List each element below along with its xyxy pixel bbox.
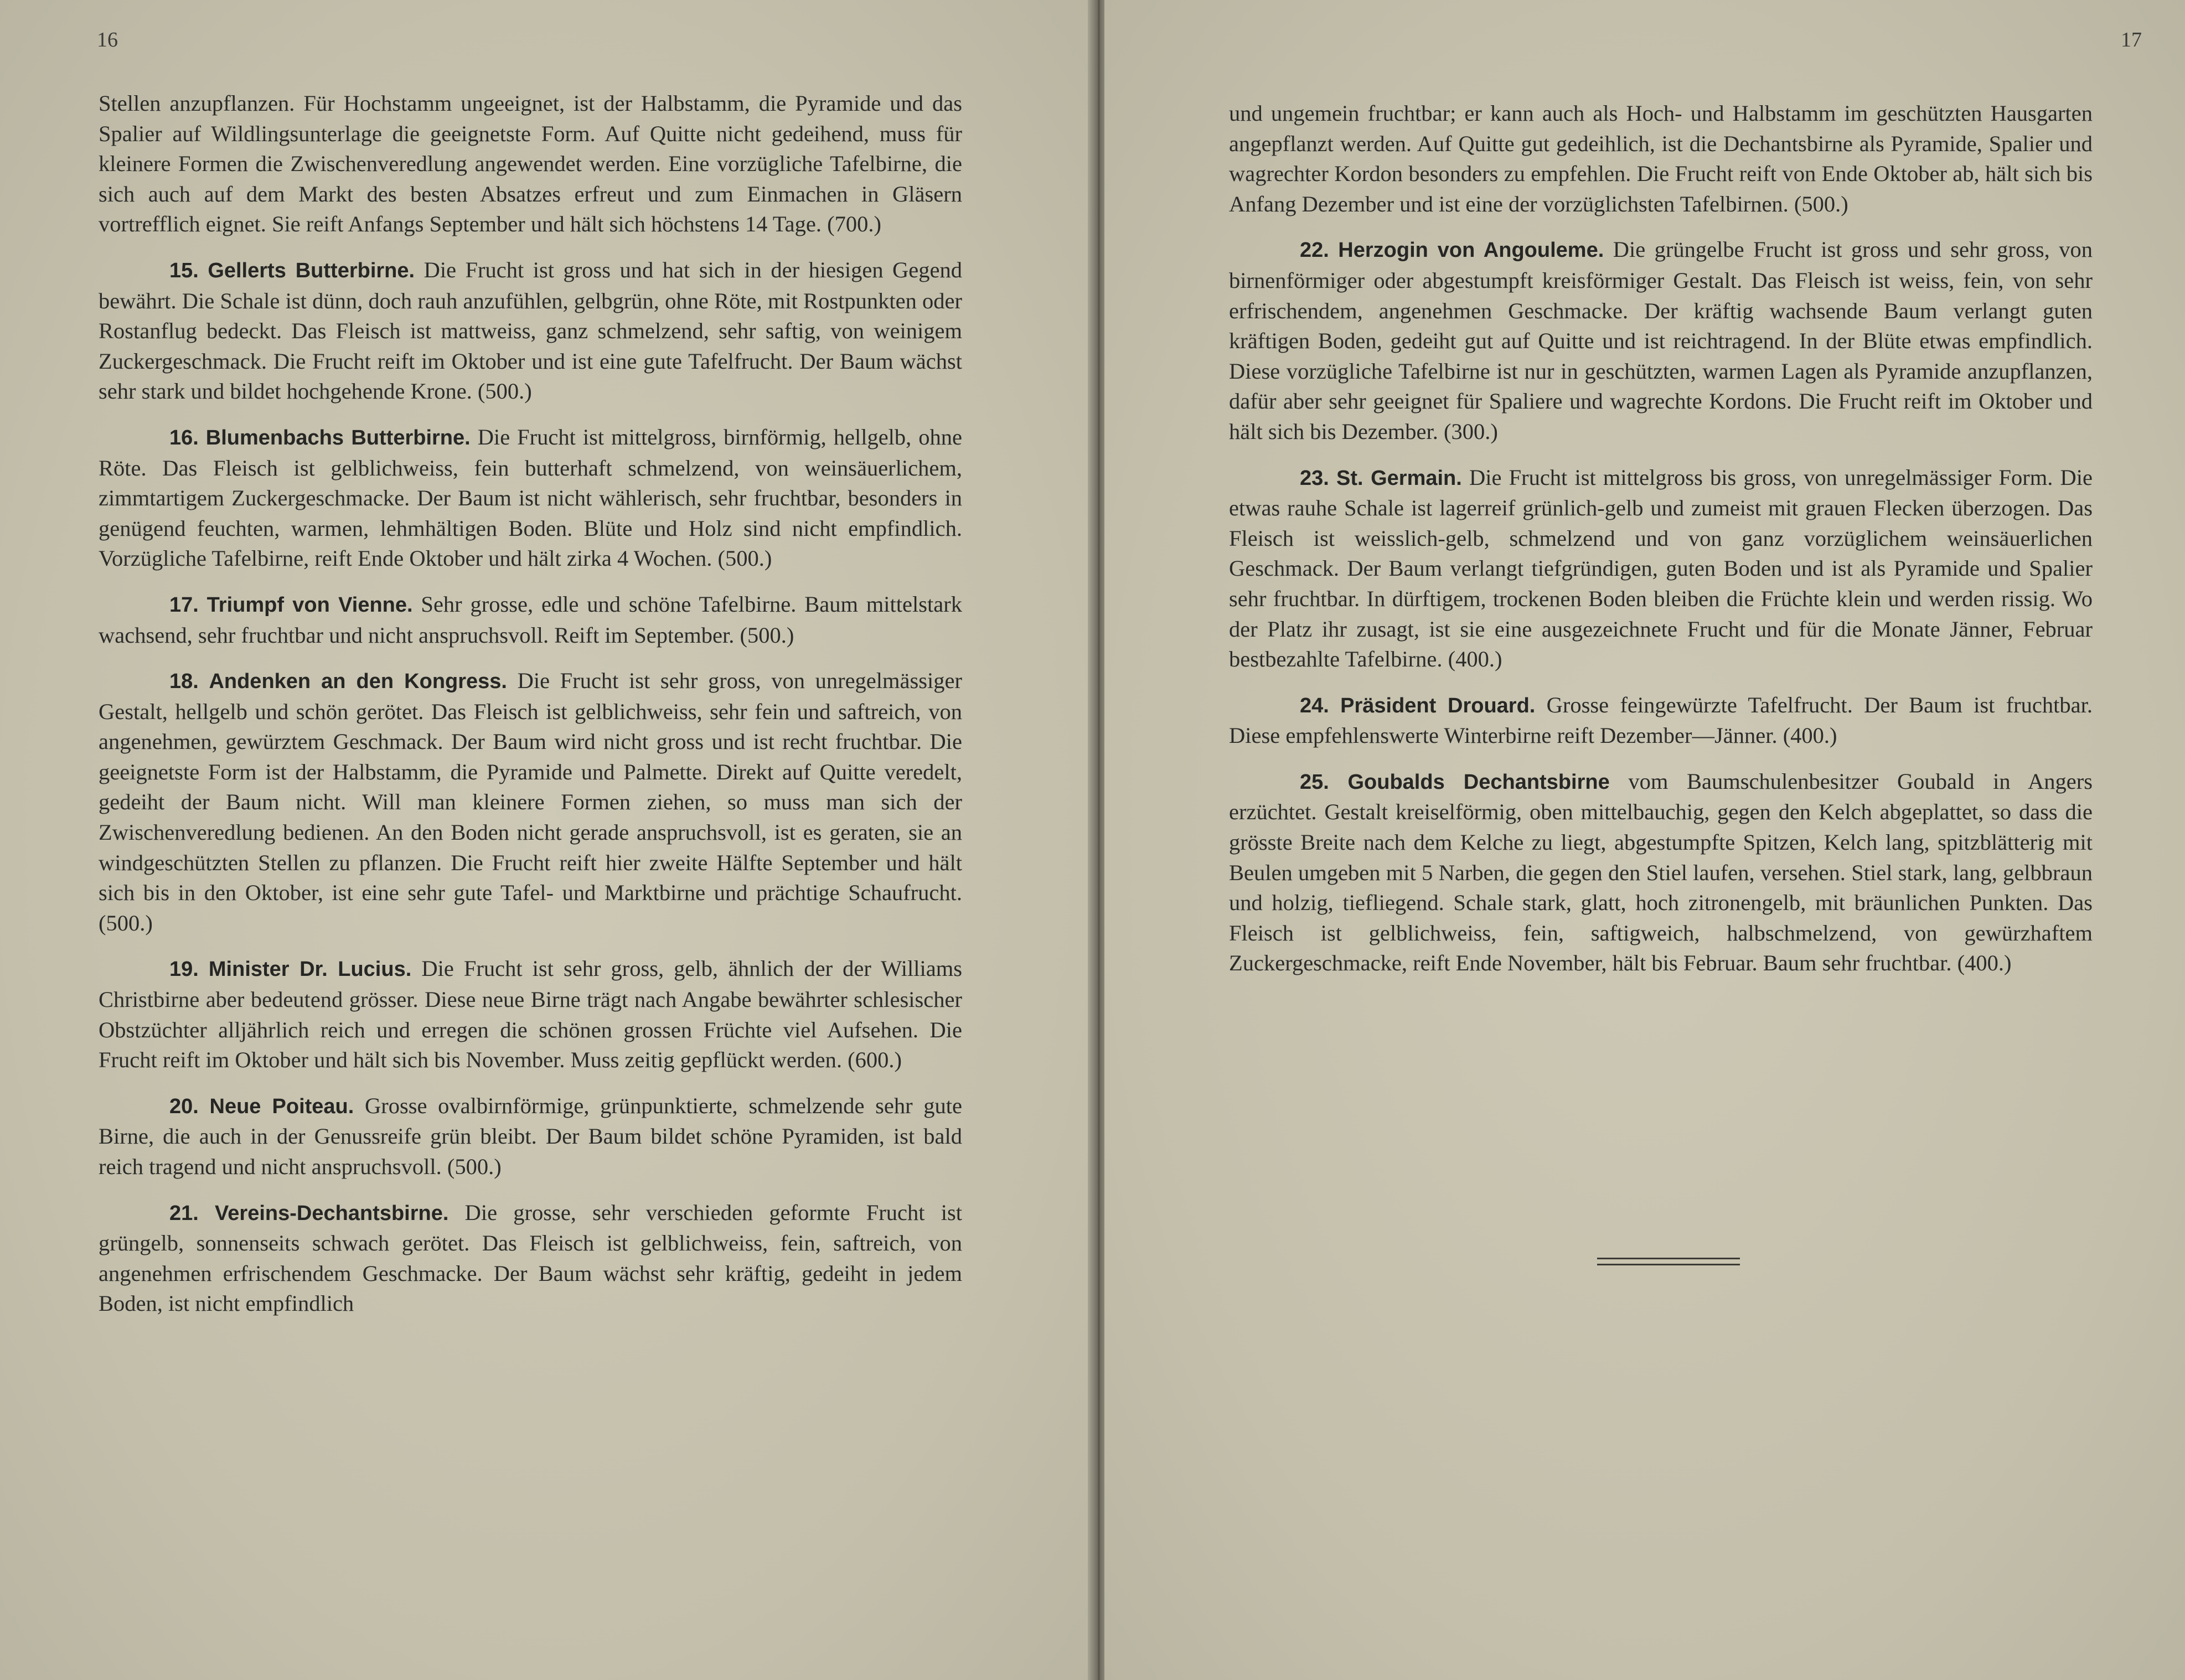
text-column — [1229, 99, 2093, 994]
right-page — [1104, 0, 2185, 1680]
entry-number: 19. — [169, 958, 199, 981]
entry-text: Grosse ovalbirnförmige, grünpunktierte, schmelzende sehr gute Birne, die auch in der Genussreife grün bleibt. Der Baum bildet schöne Pyramiden, ist bald reich tragend und nicht anspruchsvoll. (500.) — [99, 1093, 963, 1179]
entry-text: Sehr grosse, edle und schöne Tafelbirne. Baum mittelstark wachsend, sehr fruchtbar und nicht anspruchsvoll. Reift im September. (500.) — [99, 591, 962, 648]
entry-text: Die Frucht ist gross und hat sich in der hiesigen Gegend bewährt. Die Schale ist dünn, doch rauh anzufühlen, gelbgrün, ohne Röte, mit Rostpunkten oder Rostanflug bedeckt. Das Fleisch ist mattweiss, ganz schmelzend, sehr saftig, von weinigem Zuckergeschmack. Die Frucht reift im Oktober und ist eine gute Tafelfrucht. Der Baum wächst sehr stark und bildet hochgehende Krone. (500.) — [99, 257, 962, 404]
entry-title: Gellerts Butterbirne. — [208, 259, 415, 282]
entry-text: Grosse feingewürzte Tafelfrucht. Der Baum ist fruchtbar. Diese empfehlenswerte Winterbirne reift Dezember—Jänner. (400.) — [1229, 692, 2093, 748]
entry-title: Blumenbachs Butterbirne. — [205, 426, 471, 449]
paragraph-continuation — [1229, 99, 2093, 219]
paragraph-text: und ungemein fruchtbar; er kann auch als Hoch- und Halbstamm im geschützten Hausgarten angepflanzt werden. Auf Quitte gut gedeihlich, ist die Dechantsbirne als Pyramide, Spalier und wagrechter Kordon besonders zu empfehlen. Die Frucht reift von Ende Oktober ab, hält sich bis Anfang Dezember und ist eine der vorzüglichsten Tafelbirnen. (500.) — [1229, 101, 2093, 216]
variety-entry — [1229, 235, 2093, 447]
variety-entry — [99, 1091, 962, 1182]
entry-title: St. Germain. — [1336, 466, 1462, 490]
entry-title: Präsident Drouard. — [1340, 694, 1536, 717]
entry-number: 23. — [1300, 466, 1329, 490]
paragraph-text: Stellen anzupflanzen. Für Hochstamm ungeeignet, ist der Halbstamm, die Pyramide und das Spalier auf Wildlingsunterlage die geeignetste Form. Auf Quitte nicht gedeihend, muss für kleinere Formen die Zwischenveredlung angewendet werden. Eine vorzügliche Tafelbirne, die sich auch auf dem Markt des besten Absatzes erfreut und zum Einmachen in Gläsern vortrefflich eignet. Sie reift Anfangs September und hält sich höchstens 14 Tage. (700.) — [99, 91, 962, 237]
variety-entry — [99, 954, 962, 1075]
entry-number: 17. — [169, 593, 199, 617]
entry-title: Triumpf von Vienne. — [206, 593, 413, 617]
variety-entry — [99, 255, 962, 407]
entry-number: 21. — [169, 1201, 199, 1225]
double-rule-divider — [1597, 1258, 1740, 1265]
entry-text: Die grosse, sehr verschieden geformte Frucht ist grüngelb, sonnenseits schwach gerötet. Das Fleisch ist gelblichweiss, fein, saftreich, von angenehmen erfrischendem Geschmacke. Der Baum wächst sehr kräftig, gedeiht in jedem Boden, ist nicht empfindlich — [99, 1200, 962, 1316]
entry-number: 25. — [1300, 770, 1329, 794]
entry-number: 24. — [1300, 694, 1329, 717]
entry-text: Die Frucht ist mittelgross bis gross, von unregelmässiger Form. Die etwas rauhe Schale ist lagerreif grünlich-gelb und zumeist mit grauen Flecken überzogen. Das Fleisch ist weisslich-gelb, schmelzend und von ganz vorzüglichem weinsäuerlichen Geschmack. Der Baum verlangt tiefgründigen, guten Boden und ist als Pyramide und Spalier sehr fruchtbar. In dürftigem, trockenen Boden bleiben die Früchte klein und werden rissig. Wo der Platz ihr zusagt, ist sie eine ausgezeichnete Frucht und für die Monate Jänner, Februar bestbezahlte Tafelbirne. (400.) — [1229, 464, 2093, 672]
variety-entry — [1229, 690, 2093, 751]
entry-title: Andenken an den Kongress. — [209, 670, 507, 694]
entry-text: Die Frucht ist mittelgross, birnförmig, hellgelb, ohne Röte. Das Fleisch ist gelblichweiss, fein butterhaft schmelzend, von weinsäuerlichem, zimmtartigem Zuckergeschmacke. Der Baum ist nicht wählerisch, sehr fruchtbar, besonders in genügend feuchten, warmen, lehmhältigen Boden. Blüte und Holz sind nicht empfindlich. Vorzügliche Tafelbirne, reift Ende Oktober und hält zirka 4 Wochen. (500.) — [99, 424, 962, 571]
page-number: 16 — [97, 28, 118, 51]
variety-entry — [99, 422, 962, 574]
entry-text: Die Frucht ist sehr gross, von unregelmässiger Gestalt, hellgelb und schön gerötet. Das Fleisch ist gelblichweiss, sehr fein und saftreich, von angenehmen, gewürztem Geschmack. Der Baum wird nicht gross und ist recht fruchtbar. Die geeignetste Form ist der Halbstamm, die Pyramide und Palmette. Direkt auf Quitte veredelt, gedeiht der Baum nicht. Will man kleinere Formen ziehen, so muss man sich der Zwischenveredlung bedienen. An den Boden nicht gerade anspruchsvoll, ist es geraten, sie an windgeschützten Stellen zu pflanzen. Die Frucht reift hier zweite Hälfte September und hält sich bis in den Oktober, ist eine sehr gute Tafel- und Marktbirne und prächtige Schaufrucht. (500.) — [99, 668, 962, 935]
variety-entry — [99, 590, 962, 650]
entry-number: 15. — [169, 259, 199, 282]
entry-text: Die grüngelbe Frucht ist gross und sehr gross, von birnenförmiger oder abgestumpft kreisförmiger Gestalt. Das Fleisch ist weiss, fein, von sehr erfrischendem, angenehmen Geschmacke. Der kräftig wachsende Baum verlangt guten kräftigen Boden, gedeiht gut auf Quitte und ist reichtragend. In der Blüte etwas empfindlich. Diese vorzügliche Tafelbirne ist nur in geschützten, warmen Lagen als Pyramide anzupflanzen, dafür aber sehr geeignet für Spaliere und wagrechte Kordons. Die Frucht reift im Oktober und hält sich bis Dezember. (300.) — [1229, 237, 2093, 444]
entry-title: Minister Dr. Lucius. — [208, 958, 412, 981]
entry-title: Neue Poiteau. — [209, 1094, 354, 1118]
page-number: 17 — [2121, 28, 2142, 51]
entry-title: Vereins-Dechantsbirne. — [215, 1201, 449, 1225]
text-column — [99, 89, 962, 1335]
entry-number: 20. — [169, 1094, 199, 1118]
entry-number: 16. — [169, 426, 199, 449]
variety-entry — [99, 1198, 962, 1319]
entry-number: 22. — [1300, 239, 1329, 262]
variety-entry — [1229, 767, 2093, 979]
entry-title: Goubalds Dechantsbirne — [1347, 770, 1610, 794]
variety-entry — [1229, 463, 2093, 675]
entry-text: vom Baumschulenbesitzer Goubald in Angers erzüchtet. Gestalt kreiselförmig, oben mittelbauchig, gegen den Kelch abgeplattet, so dass die grösste Breite nach dem Kelche zu liegt, abgestumpfte Spitzen, Kelch lang, spitzblätterig mit Beulen umgeben mit 5 Narben, die gegen den Stiel laufen, versehen. Stiel stark, lang, gelbbraun und holzig, tiefliegend. Schale stark, glatt, hoch zitronengelb, mit bräunlichen Punkten. Das Fleisch ist gelblichweiss, fein, saftigweich, halbschmelzend, von gewürzhaftem Zuckergeschmacke, reift Ende November, hält bis Februar. Baum sehr fruchtbar. (400.) — [1229, 768, 2093, 976]
entry-text: Die Frucht ist sehr gross, gelb, ähnlich der der Williams Christbirne aber bedeutend grösser. Diese neue Birne trägt nach Angabe bewährter schlesischer Obstzüchter alljährlich reich und erregen die schönen grossen Früchte viel Aufsehen. Die Frucht reift im Oktober und hält sich bis November. Muss zeitig gepflückt werden. (600.) — [99, 956, 962, 1073]
paragraph-continuation — [99, 89, 962, 240]
entry-title: Herzogin von Angouleme. — [1338, 239, 1604, 262]
entry-number: 18. — [169, 670, 199, 694]
variety-entry — [99, 666, 962, 938]
